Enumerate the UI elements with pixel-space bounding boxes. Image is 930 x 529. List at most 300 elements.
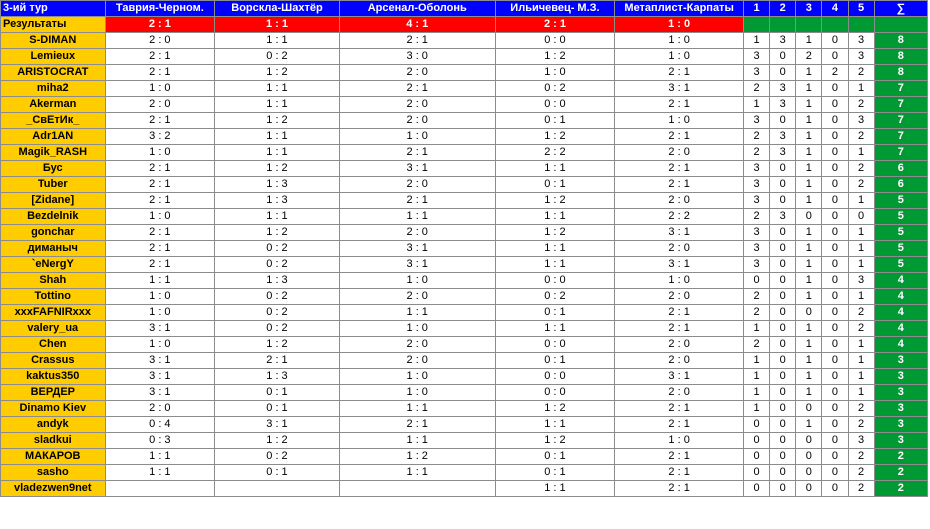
match-points-cell: 1 — [848, 241, 874, 257]
prediction-cell: 0 : 0 — [495, 337, 615, 353]
total-points-cell: 7 — [874, 113, 927, 129]
match-points-cell: 2 — [848, 129, 874, 145]
total-points-cell: 3 — [874, 401, 927, 417]
match-points-cell: 0 — [770, 321, 796, 337]
match-points-cell: 0 — [770, 193, 796, 209]
player-name: Lemieux — [1, 49, 106, 65]
player-name: _СвЕтИк_ — [1, 113, 106, 129]
prediction-cell: 2 : 1 — [105, 65, 215, 81]
match-points-cell: 0 — [743, 273, 769, 289]
prediction-cell: 2 : 0 — [339, 177, 495, 193]
prediction-cell: 2 : 1 — [615, 321, 744, 337]
match-points-cell: 0 — [770, 161, 796, 177]
match-points-cell: 0 — [796, 433, 822, 449]
match-points-cell: 2 — [848, 177, 874, 193]
match-header: Ильичевец- М.З. — [495, 1, 615, 17]
total-points-cell: 6 — [874, 161, 927, 177]
prediction-cell: 0 : 0 — [495, 97, 615, 113]
match-points-cell: 1 — [848, 225, 874, 241]
player-name: Chen — [1, 337, 106, 353]
match-points-cell: 0 — [770, 225, 796, 241]
match-points-cell: 0 — [770, 369, 796, 385]
total-points-cell: 5 — [874, 257, 927, 273]
player-row — [1, 129, 928, 145]
prediction-cell: 2 : 1 — [615, 129, 744, 145]
match-points-cell: 0 — [743, 449, 769, 465]
prediction-cell: 0 : 4 — [105, 417, 215, 433]
player-name: [Zidane] — [1, 193, 106, 209]
result-score: 2 : 1 — [495, 17, 615, 33]
prediction-cell: 2 : 1 — [105, 257, 215, 273]
prediction-cell: 2 : 1 — [615, 65, 744, 81]
prediction-cell: 1 : 2 — [215, 225, 340, 241]
match-points-cell: 0 — [743, 417, 769, 433]
prediction-cell: 1 : 2 — [215, 337, 340, 353]
match-points-cell: 2 — [848, 481, 874, 497]
match-header: Арсенал-Оболонь — [339, 1, 495, 17]
match-header: Метаплист-Карпаты — [615, 1, 744, 17]
prediction-cell: 2 : 1 — [615, 177, 744, 193]
match-points-cell: 0 — [822, 145, 848, 161]
prediction-cell: 1 : 0 — [105, 145, 215, 161]
match-points-cell: 0 — [770, 337, 796, 353]
player-row — [1, 49, 928, 65]
total-points-cell: 8 — [874, 49, 927, 65]
player-name: sladkui — [1, 433, 106, 449]
match-points-cell: 1 — [848, 385, 874, 401]
match-header: Таврия-Черном. — [105, 1, 215, 17]
prediction-cell: 0 : 2 — [215, 321, 340, 337]
match-points-cell: 0 — [770, 465, 796, 481]
total-points-cell: 7 — [874, 81, 927, 97]
prediction-cell: 1 : 0 — [495, 65, 615, 81]
match-points-cell: 3 — [743, 161, 769, 177]
total-points-cell: 3 — [874, 417, 927, 433]
match-points-cell: 0 — [796, 449, 822, 465]
match-points-cell: 0 — [822, 33, 848, 49]
results-points-filler — [796, 17, 822, 33]
player-name: ВЕРДЕР — [1, 385, 106, 401]
prediction-cell: 0 : 1 — [215, 401, 340, 417]
player-name: Shah — [1, 273, 106, 289]
match-points-cell: 0 — [770, 177, 796, 193]
prediction-cell: 1 : 1 — [215, 209, 340, 225]
player-name: МАКАРОВ — [1, 449, 106, 465]
match-points-cell: 1 — [848, 257, 874, 273]
match-points-cell: 0 — [822, 81, 848, 97]
prediction-cell: 2 : 1 — [105, 161, 215, 177]
prediction-cell: 3 : 1 — [105, 369, 215, 385]
match-points-cell: 2 — [848, 417, 874, 433]
match-points-cell: 0 — [822, 209, 848, 225]
match-points-cell: 0 — [822, 273, 848, 289]
match-points-cell: 3 — [770, 33, 796, 49]
match-points-cell: 1 — [743, 321, 769, 337]
match-points-cell: 1 — [796, 145, 822, 161]
match-points-cell: 2 — [848, 161, 874, 177]
match-points-cell: 1 — [743, 97, 769, 113]
prediction-cell: 2 : 1 — [105, 177, 215, 193]
match-points-cell: 0 — [822, 305, 848, 321]
player-row — [1, 65, 928, 81]
prediction-cell: 1 : 2 — [495, 433, 615, 449]
match-points-cell: 0 — [796, 209, 822, 225]
prediction-cell: 2 : 0 — [339, 97, 495, 113]
prediction-cell: 1 : 2 — [339, 449, 495, 465]
player-name: Bezdelnik — [1, 209, 106, 225]
prediction-cell: 1 : 1 — [339, 401, 495, 417]
prediction-cell: 1 : 3 — [215, 369, 340, 385]
match-points-cell: 1 — [848, 353, 874, 369]
prediction-cell: 0 : 3 — [105, 433, 215, 449]
total-points-cell: 5 — [874, 241, 927, 257]
prediction-cell: 2 : 1 — [339, 81, 495, 97]
total-points-cell: 5 — [874, 225, 927, 241]
player-row — [1, 401, 928, 417]
prediction-cell: 0 : 2 — [495, 81, 615, 97]
prediction-cell: 2 : 2 — [495, 145, 615, 161]
prediction-cell: 1 : 0 — [105, 289, 215, 305]
match-points-cell: 2 — [743, 289, 769, 305]
prediction-cell: 1 : 2 — [215, 65, 340, 81]
match-points-cell: 0 — [822, 49, 848, 65]
prediction-cell: 0 : 1 — [495, 113, 615, 129]
match-points-cell: 1 — [796, 273, 822, 289]
match-points-cell: 2 — [848, 449, 874, 465]
prediction-cell: 1 : 2 — [495, 129, 615, 145]
prediction-cell: 1 : 1 — [495, 257, 615, 273]
match-points-cell: 3 — [770, 97, 796, 113]
prediction-cell: 2 : 0 — [105, 401, 215, 417]
match-points-cell: 1 — [848, 81, 874, 97]
match-points-cell: 0 — [743, 465, 769, 481]
player-name: andyk — [1, 417, 106, 433]
match-points-cell: 1 — [796, 193, 822, 209]
prediction-cell: 3 : 0 — [339, 49, 495, 65]
prediction-cell: 2 : 0 — [615, 337, 744, 353]
prediction-cell: 2 : 0 — [105, 33, 215, 49]
prediction-cell: 0 : 2 — [495, 289, 615, 305]
player-row — [1, 225, 928, 241]
player-row — [1, 145, 928, 161]
match-points-cell: 3 — [770, 81, 796, 97]
match-points-cell: 0 — [822, 161, 848, 177]
player-name: Magik_RASH — [1, 145, 106, 161]
player-name: Бус — [1, 161, 106, 177]
result-score: 1 : 1 — [215, 17, 340, 33]
results-total-filler — [874, 17, 927, 33]
match-points-cell: 1 — [796, 161, 822, 177]
match-points-cell: 1 — [796, 113, 822, 129]
prediction-cell — [215, 481, 340, 497]
match-points-cell: 3 — [743, 65, 769, 81]
match-points-cell: 3 — [770, 209, 796, 225]
results-points-filler — [822, 17, 848, 33]
prediction-cell: 2 : 0 — [339, 337, 495, 353]
player-name: диманыч — [1, 241, 106, 257]
prediction-cell: 1 : 0 — [339, 129, 495, 145]
player-name: Tottino — [1, 289, 106, 305]
match-points-cell: 0 — [796, 481, 822, 497]
match-points-cell: 0 — [822, 129, 848, 145]
prediction-cell: 1 : 0 — [339, 369, 495, 385]
match-points-cell: 1 — [796, 337, 822, 353]
prediction-cell: 2 : 1 — [615, 161, 744, 177]
prediction-cell: 1 : 1 — [105, 273, 215, 289]
match-points-cell: 1 — [743, 33, 769, 49]
player-name: Dinamo Kiev — [1, 401, 106, 417]
match-points-cell: 0 — [822, 289, 848, 305]
prediction-cell: 2 : 1 — [339, 417, 495, 433]
match-points-cell: 3 — [743, 225, 769, 241]
match-points-cell: 0 — [822, 433, 848, 449]
match-points-cell: 3 — [848, 49, 874, 65]
match-points-cell: 1 — [796, 81, 822, 97]
prediction-cell: 2 : 1 — [615, 465, 744, 481]
match-points-cell: 0 — [822, 193, 848, 209]
prediction-cell: 0 : 0 — [495, 369, 615, 385]
player-name: kaktus350 — [1, 369, 106, 385]
prediction-cell: 2 : 1 — [339, 193, 495, 209]
prediction-cell: 2 : 1 — [339, 33, 495, 49]
match-points-cell: 1 — [848, 337, 874, 353]
match-points-cell: 0 — [770, 385, 796, 401]
total-points-cell: 5 — [874, 193, 927, 209]
prediction-cell: 3 : 2 — [105, 129, 215, 145]
match-points-cell: 2 — [743, 337, 769, 353]
match-points-cell: 0 — [822, 449, 848, 465]
results-points-filler — [848, 17, 874, 33]
prediction-cell: 0 : 1 — [215, 385, 340, 401]
match-points-cell: 0 — [822, 417, 848, 433]
round-label: 3-ий тур — [1, 1, 106, 17]
match-points-cell: 0 — [770, 433, 796, 449]
player-row — [1, 305, 928, 321]
results-points-filler — [770, 17, 796, 33]
match-points-cell: 0 — [796, 305, 822, 321]
result-score: 2 : 1 — [105, 17, 215, 33]
prediction-cell — [105, 481, 215, 497]
match-points-cell: 2 — [822, 65, 848, 81]
prediction-cell: 0 : 1 — [495, 305, 615, 321]
prediction-cell: 1 : 2 — [215, 161, 340, 177]
match-points-cell: 2 — [848, 97, 874, 113]
prediction-cell: 1 : 2 — [495, 401, 615, 417]
player-row — [1, 433, 928, 449]
player-name: sasho — [1, 465, 106, 481]
match-points-cell: 2 — [743, 305, 769, 321]
match-points-cell: 3 — [848, 33, 874, 49]
match-points-cell: 1 — [796, 129, 822, 145]
match-points-cell: 0 — [770, 401, 796, 417]
match-points-cell: 3 — [743, 241, 769, 257]
match-points-cell: 1 — [848, 369, 874, 385]
prediction-cell: 1 : 0 — [615, 49, 744, 65]
total-points-cell: 7 — [874, 97, 927, 113]
match-points-cell: 2 — [848, 321, 874, 337]
total-points-cell: 3 — [874, 369, 927, 385]
prediction-cell: 1 : 1 — [215, 33, 340, 49]
player-row — [1, 257, 928, 273]
prediction-cell: 3 : 1 — [215, 417, 340, 433]
prediction-cell: 3 : 1 — [105, 353, 215, 369]
prediction-cell: 1 : 1 — [339, 209, 495, 225]
total-points-cell: 4 — [874, 321, 927, 337]
total-points-cell: 6 — [874, 177, 927, 193]
prediction-cell: 3 : 1 — [615, 369, 744, 385]
results-label: Результаты — [1, 17, 106, 33]
results-points-filler — [743, 17, 769, 33]
prediction-cell: 2 : 1 — [615, 449, 744, 465]
match-points-cell: 0 — [822, 385, 848, 401]
prediction-cell: 1 : 1 — [215, 129, 340, 145]
header-row — [1, 1, 928, 17]
prediction-cell: 2 : 1 — [105, 225, 215, 241]
prediction-cell: 0 : 0 — [495, 33, 615, 49]
match-points-cell: 0 — [848, 209, 874, 225]
prediction-cell: 1 : 1 — [495, 161, 615, 177]
match-points-cell: 2 — [848, 305, 874, 321]
match-points-cell: 1 — [848, 145, 874, 161]
total-points-cell: 3 — [874, 353, 927, 369]
prediction-cell: 0 : 2 — [215, 305, 340, 321]
match-points-cell: 3 — [848, 273, 874, 289]
player-row — [1, 161, 928, 177]
match-points-cell: 3 — [743, 177, 769, 193]
prediction-cell: 1 : 3 — [215, 177, 340, 193]
points-column-header: 4 — [822, 1, 848, 17]
match-points-cell: 0 — [796, 401, 822, 417]
prediction-cell: 1 : 1 — [495, 417, 615, 433]
prediction-cell: 1 : 1 — [495, 241, 615, 257]
prediction-cell: 3 : 1 — [339, 241, 495, 257]
match-points-cell: 3 — [743, 257, 769, 273]
player-row — [1, 353, 928, 369]
prediction-cell: 1 : 1 — [339, 465, 495, 481]
match-points-cell: 0 — [822, 337, 848, 353]
prediction-cell: 1 : 1 — [495, 209, 615, 225]
prediction-cell: 1 : 0 — [339, 321, 495, 337]
prediction-cell: 0 : 1 — [495, 177, 615, 193]
match-points-cell: 1 — [743, 369, 769, 385]
prediction-cell: 3 : 1 — [105, 385, 215, 401]
player-name: Akerman — [1, 97, 106, 113]
player-name: ARISTOCRAT — [1, 65, 106, 81]
match-points-cell: 0 — [822, 465, 848, 481]
player-row — [1, 337, 928, 353]
match-points-cell: 1 — [796, 353, 822, 369]
prediction-cell: 2 : 0 — [615, 385, 744, 401]
match-points-cell: 0 — [770, 481, 796, 497]
total-points-cell: 4 — [874, 289, 927, 305]
match-points-cell: 0 — [770, 273, 796, 289]
prediction-cell: 2 : 1 — [615, 481, 744, 497]
player-row — [1, 481, 928, 497]
points-column-header: 3 — [796, 1, 822, 17]
prediction-cell: 1 : 2 — [215, 433, 340, 449]
total-points-cell: 4 — [874, 337, 927, 353]
prediction-cell: 2 : 1 — [105, 193, 215, 209]
prediction-cell: 1 : 0 — [615, 113, 744, 129]
prediction-cell: 1 : 0 — [105, 209, 215, 225]
prediction-cell: 0 : 2 — [215, 289, 340, 305]
prediction-cell: 1 : 1 — [339, 433, 495, 449]
match-points-cell: 1 — [848, 289, 874, 305]
match-points-cell: 3 — [743, 113, 769, 129]
player-row — [1, 369, 928, 385]
player-name: Tuber — [1, 177, 106, 193]
prediction-cell: 2 : 1 — [615, 97, 744, 113]
match-points-cell: 0 — [822, 225, 848, 241]
total-points-cell: 3 — [874, 385, 927, 401]
match-points-cell: 0 — [770, 289, 796, 305]
prediction-cell: 3 : 1 — [339, 257, 495, 273]
match-points-cell: 2 — [743, 129, 769, 145]
prediction-cell: 2 : 0 — [339, 65, 495, 81]
prediction-cell: 3 : 1 — [339, 161, 495, 177]
result-score: 1 : 0 — [615, 17, 744, 33]
player-row — [1, 33, 928, 49]
prediction-cell: 3 : 1 — [615, 257, 744, 273]
match-points-cell: 1 — [796, 385, 822, 401]
match-points-cell: 0 — [796, 465, 822, 481]
prediction-cell: 2 : 0 — [339, 113, 495, 129]
prediction-cell — [339, 481, 495, 497]
prediction-cell: 2 : 1 — [105, 241, 215, 257]
prediction-cell: 3 : 1 — [615, 225, 744, 241]
player-name: miha2 — [1, 81, 106, 97]
prediction-cell: 1 : 1 — [215, 81, 340, 97]
prediction-cell: 0 : 1 — [495, 465, 615, 481]
points-column-header: 1 — [743, 1, 769, 17]
match-points-cell: 0 — [822, 321, 848, 337]
player-row — [1, 449, 928, 465]
match-points-cell: 2 — [848, 465, 874, 481]
total-points-cell: 5 — [874, 209, 927, 225]
total-points-cell: 7 — [874, 129, 927, 145]
prediction-cell: 1 : 0 — [105, 305, 215, 321]
match-points-cell: 0 — [822, 401, 848, 417]
prediction-cell: 2 : 0 — [615, 145, 744, 161]
prediction-cell: 1 : 1 — [215, 145, 340, 161]
prediction-cell: 2 : 1 — [105, 113, 215, 129]
match-points-cell: 1 — [796, 289, 822, 305]
prediction-cell: 2 : 1 — [215, 353, 340, 369]
match-header: Ворскла-Шахтёр — [215, 1, 340, 17]
match-points-cell: 0 — [770, 49, 796, 65]
prediction-cell: 2 : 2 — [615, 209, 744, 225]
match-points-cell: 1 — [796, 241, 822, 257]
player-name: Adr1AN — [1, 129, 106, 145]
player-row — [1, 289, 928, 305]
prediction-cell: 1 : 1 — [495, 481, 615, 497]
prediction-cell: 1 : 2 — [495, 49, 615, 65]
total-points-cell: 3 — [874, 433, 927, 449]
prediction-cell: 0 : 1 — [495, 449, 615, 465]
match-points-cell: 2 — [743, 81, 769, 97]
match-points-cell: 3 — [770, 129, 796, 145]
prediction-cell: 2 : 1 — [105, 49, 215, 65]
prediction-cell: 1 : 0 — [615, 273, 744, 289]
match-points-cell: 0 — [770, 353, 796, 369]
player-name: Crassus — [1, 353, 106, 369]
prediction-cell: 1 : 2 — [215, 113, 340, 129]
prediction-cell: 2 : 0 — [339, 353, 495, 369]
prediction-cell: 1 : 1 — [105, 449, 215, 465]
prediction-cell: 1 : 1 — [495, 321, 615, 337]
player-name: vladezwen9net — [1, 481, 106, 497]
prediction-cell: 2 : 0 — [339, 289, 495, 305]
